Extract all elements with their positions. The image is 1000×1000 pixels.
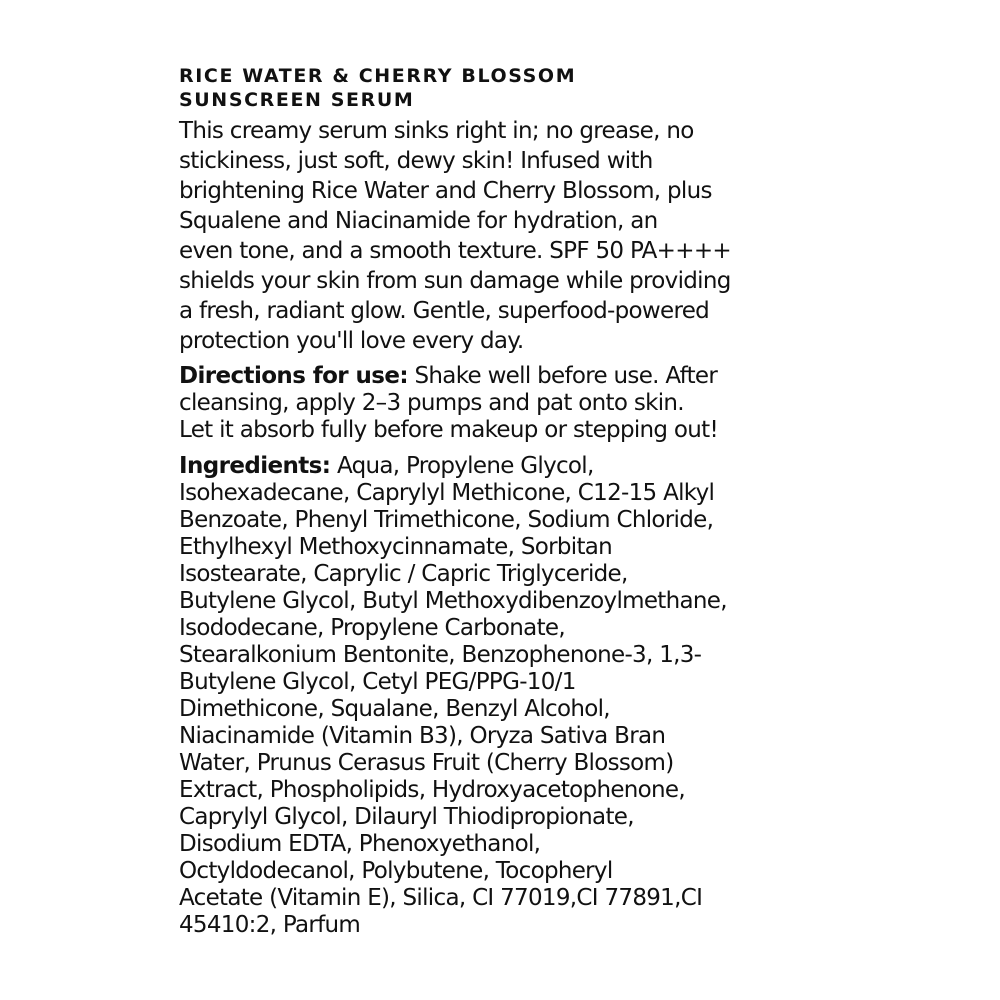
ingredients-line: Benzoate, Phenyl Trimethicone, Sodium Chloride, — [179, 507, 714, 533]
ingredients-line: Octyldodecanol, Polybutene, Tocopheryl — [179, 858, 613, 884]
ingredients-line: Isohexadecane, Caprylyl Methicone, C12-15 Alkyl — [179, 480, 715, 506]
description-line: even tone, and a smooth texture. SPF 50 PA++++ — [179, 238, 731, 264]
ingredients-text: Aqua, Propylene Glycol, — [330, 453, 594, 479]
ingredients-line: Acetate (Vitamin E), Silica, CI 77019,CI 77891,CI — [179, 885, 703, 911]
ingredients-line: Dimethicone, Squalane, Benzyl Alcohol, — [179, 696, 610, 722]
ingredients-line: Extract, Phospholipids, Hydroxyacetophenone, — [179, 777, 685, 803]
directions-line: Let it absorb fully before makeup or stepping out! — [179, 417, 719, 443]
ingredients-line: Disodium EDTA, Phenoxyethanol, — [179, 831, 541, 857]
description-line: a fresh, radiant glow. Gentle, superfood-powered — [179, 298, 710, 324]
ingredients-line: Isododecane, Propylene Carbonate, — [179, 615, 565, 641]
directions-line: cleansing, apply 2–3 pumps and pat onto skin. — [179, 390, 684, 416]
description-line: protection you'll love every day. — [179, 328, 524, 354]
directions-text: Shake well before use. After — [407, 363, 718, 389]
description-line: shields your skin from sun damage while providing — [179, 268, 731, 294]
product-title — [179, 64, 829, 112]
ingredients-line: Butylene Glycol, Cetyl PEG/PPG-10/1 — [179, 669, 576, 695]
description-line: stickiness, just soft, dewy skin! Infused with — [179, 148, 653, 174]
ingredients-line: Ethylhexyl Methoxycinnamate, Sorbitan — [179, 534, 613, 560]
ingredients-line: Water, Prunus Cerasus Fruit (Cherry Blossom) — [179, 750, 674, 776]
directions-label: Directions for use: — [179, 363, 408, 389]
ingredients-line — [179, 453, 829, 480]
ingredients-line: 45410:2, Parfum — [179, 912, 361, 938]
product-text-block — [179, 62, 829, 939]
description-line: Squalene and Niacinamide for hydration, an — [179, 208, 658, 234]
ingredients-line: Caprylyl Glycol, Dilauryl Thiodipropionate, — [179, 804, 634, 830]
ingredients-label: Ingredients: — [179, 453, 331, 479]
ingredients-line: Niacinamide (Vitamin B3), Oryza Sativa Bran — [179, 723, 666, 749]
description-line: brightening Rice Water and Cherry Blossom, plus — [179, 178, 712, 204]
description-line: This creamy serum sinks right in; no grease, no — [179, 118, 694, 144]
product-title-line: RICE WATER & CHERRY BLOSSOM — [179, 65, 577, 87]
product-description — [179, 116, 829, 356]
ingredients-line: Butylene Glycol, Butyl Methoxydibenzoylmethane, — [179, 588, 727, 614]
ingredients-section — [179, 453, 829, 939]
product-title-line: SUNSCREEN SERUM — [179, 89, 415, 111]
ingredients-line: Isostearate, Caprylic / Capric Triglyceride, — [179, 561, 628, 587]
directions-line — [179, 363, 829, 390]
directions-section — [179, 363, 829, 444]
ingredients-line: Stearalkonium Bentonite, Benzophenone-3, 1,3- — [179, 642, 702, 668]
